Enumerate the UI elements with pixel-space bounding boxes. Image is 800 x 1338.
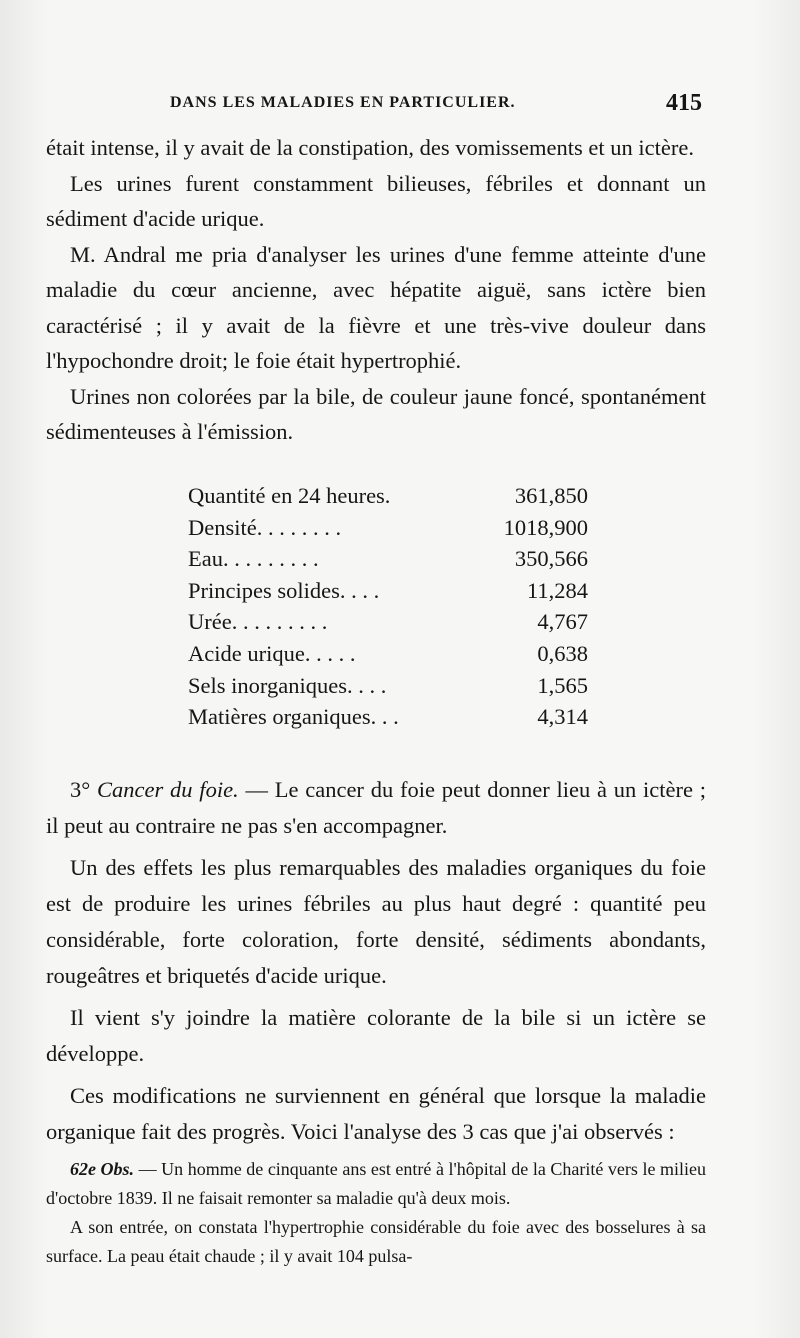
row-value: 1,565 [537,672,588,698]
row-label: Principes solides. . . . [188,577,380,603]
row-label: Sels inorganiques. . . . [188,672,387,698]
body-text-top [46,130,706,450]
row-value: 1018,900 [503,514,588,540]
section-title: Cancer du foie. [97,777,239,802]
table-row [188,512,588,544]
table-row [188,701,588,733]
row-value: 11,284 [526,577,588,603]
row-label: Urée. . . . . . . . . [188,609,328,635]
page-header [40,90,720,124]
observation-label: 62e Obs. [70,1159,135,1179]
paragraph: Urines non colorées par la bile, de couleur jaune foncé, spontanément sédimenteuses à l'émission. [46,383,706,444]
row-label: Matières organiques. . . [188,704,399,730]
body-text-bottom [46,772,706,1156]
table-row [188,543,588,575]
row-label: Eau. . . . . . . . . [188,546,319,572]
table-row [188,480,588,512]
table-row [188,606,588,638]
observation-continuation: A son entrée, on constata l'hypertrophie considérable du foie avec des bosselures à sa surface. La peau était chaude ; il y avait 104 pulsa- [46,1217,706,1266]
row-label: Densité. . . . . . . . [188,514,342,540]
row-value: 4,314 [537,704,588,730]
table-row [188,638,588,670]
section-number: 3° [70,777,91,802]
section-paragraph [46,772,706,844]
row-value: 350,566 [514,546,588,572]
urine-analysis-table [188,480,588,733]
page-number: 415 [666,90,702,116]
row-value: 0,638 [537,640,588,666]
row-value: 4,767 [537,609,588,635]
table-row [188,575,588,607]
paragraph: Ces modifications ne surviennent en général que lorsque la maladie organique fait des progrès. Voici l'analyse des 3 cas que j'ai observés : [46,1083,706,1144]
paragraph: était intense, il y avait de la constipation, des vomissements et un ictère. [46,135,694,160]
paragraph: Un des effets les plus remarquables des maladies organiques du foie est de produire les urines fébriles au plus haut degré : quantité peu considérable, forte coloration, forte densité, sédiments abondants, rougeâtres et briquetés d'acide urique. [46,855,706,988]
paragraph: M. Andral me pria d'analyser les urines d'une femme atteinte d'une maladie du cœur ancienne, avec hépatite aiguë, sans ictère bien caractérisé ; il y avait de la fièvre et une très-vive douleur dans l'hypochondre droit; le foie était hypertrophié. [46,241,706,373]
row-label: Acide urique. . . . . [188,640,356,666]
observation-text: — Un homme de cinquante ans est entré à l'hôpital de la Charité vers le milieu d'octobre 1839. Il ne faisait remonter sa maladie qu'à deux mois. [46,1159,706,1208]
running-head: DANS LES MALADIES EN PARTICULIER. [170,94,516,111]
row-value: 361,850 [514,483,588,508]
observation-paragraph [46,1155,706,1213]
row-label: Quantité en 24 heures. [188,483,391,508]
table-row [188,670,588,702]
paragraph: Il vient s'y joindre la matière colorante de la bile si un ictère se développe. [46,1005,706,1066]
paragraph: Les urines furent constamment bilieuses, fébriles et donnant un sédiment d'acide urique. [46,170,706,231]
observation-block [46,1155,706,1271]
section-text: — Le cancer du foie peut donner lieu à un ictère ; il peut au contraire ne pas s'en accompagner. [46,777,706,838]
